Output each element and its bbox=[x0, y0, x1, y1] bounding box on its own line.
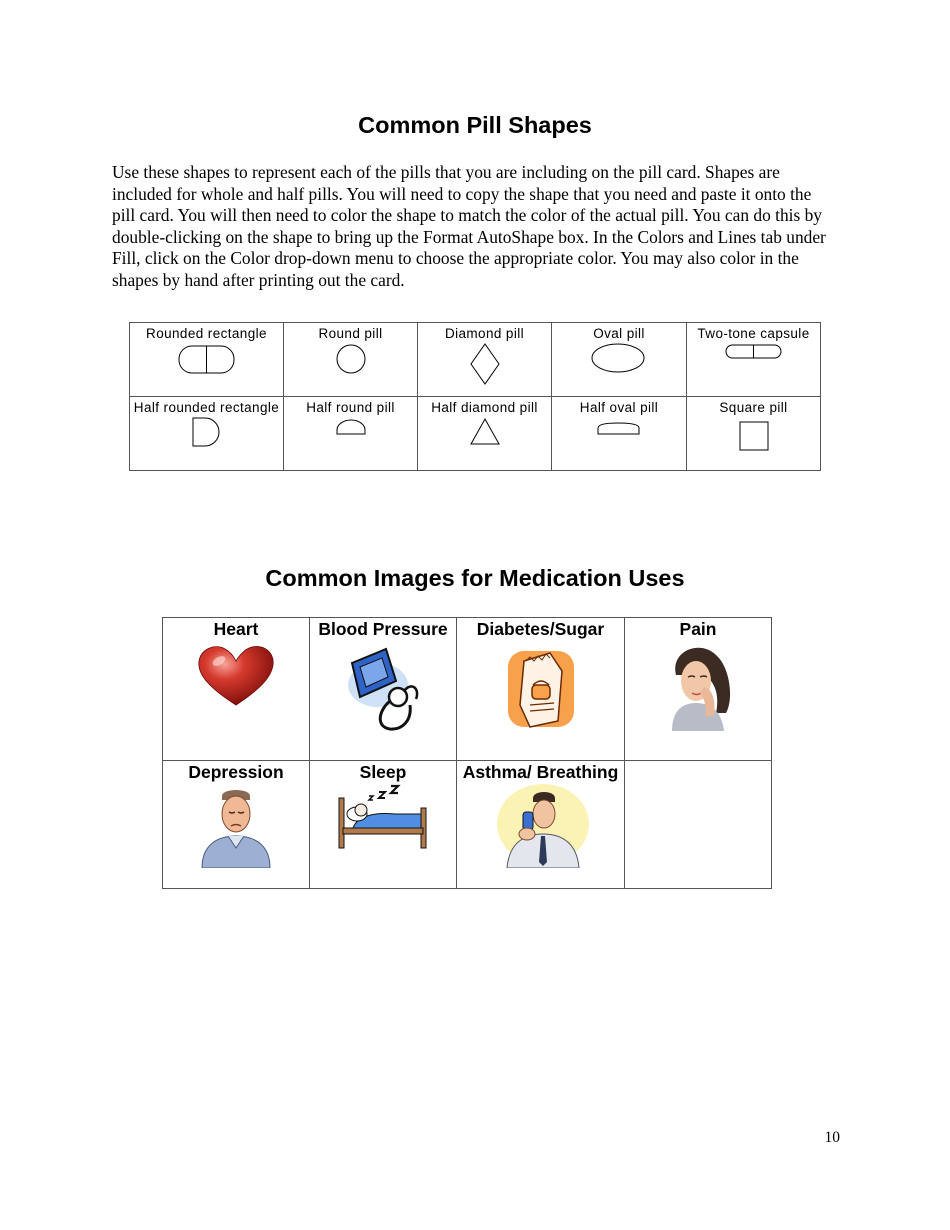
medication-use-cell bbox=[457, 761, 625, 889]
pill-shape-cell bbox=[284, 323, 418, 397]
square-pill-icon[interactable] bbox=[737, 416, 771, 454]
medication-use-label: Diabetes/Sugar bbox=[476, 619, 605, 639]
medication-use-label: Blood Pressure bbox=[318, 619, 448, 639]
oval-pill-icon[interactable] bbox=[589, 342, 649, 378]
heart-icon bbox=[191, 641, 281, 711]
half-oval-pill-icon[interactable] bbox=[595, 416, 643, 442]
medication-use-cell bbox=[310, 618, 457, 761]
medication-use-label: Asthma/ Breathing bbox=[462, 762, 619, 782]
pill-shape-cell bbox=[130, 323, 284, 397]
pill-shape-cell bbox=[418, 397, 552, 471]
medication-uses-table bbox=[162, 617, 772, 889]
pill-shape-cell bbox=[130, 397, 284, 471]
half-round-pill-icon[interactable] bbox=[334, 416, 368, 442]
half-diamond-pill-icon[interactable] bbox=[468, 416, 502, 448]
medication-use-cell bbox=[625, 618, 772, 761]
rounded-rectangle-icon[interactable] bbox=[177, 342, 237, 378]
diamond-pill-icon[interactable] bbox=[468, 342, 502, 386]
person-sleeping-in-bed-icon bbox=[335, 784, 431, 856]
half-rounded-rectangle-icon[interactable] bbox=[187, 416, 227, 450]
medication-use-label: Heart bbox=[213, 619, 259, 639]
pill-shapes-title: Common Pill Shapes bbox=[358, 112, 592, 138]
pill-shape-label: Rounded rectangle bbox=[146, 326, 267, 341]
medication-use-label: Depression bbox=[188, 762, 284, 782]
pill-shape-cell bbox=[552, 397, 687, 471]
pill-shape-label: Half oval pill bbox=[579, 400, 659, 415]
sad-man-icon bbox=[196, 784, 276, 868]
medication-use-label: Sleep bbox=[359, 762, 407, 782]
sugar-bag-icon bbox=[496, 641, 586, 733]
pill-shape-label: Oval pill bbox=[593, 326, 645, 341]
pill-shapes-instructions: Use these shapes to represent each of the pills that you are including on the pill card. Shapes are included for whole and half pills. You will need to copy the shape that you need and paste it onto the pill card. You will then need to color the shape to match the color of the actual pill. You can do this by double-clicking on the shape to bring up the Format AutoShape box. In the Colors and Lines tab under Fill, click on the Color drop-down menu to choose the appropriate color. You may also color in the shapes by hand after printing out the card. bbox=[112, 162, 826, 290]
two-tone-capsule-icon[interactable] bbox=[724, 342, 784, 364]
pill-shape-label: Round pill bbox=[318, 326, 383, 341]
pill-shape-label: Two-tone capsule bbox=[697, 326, 810, 341]
medication-use-cell bbox=[163, 761, 310, 889]
man-using-inhaler-icon bbox=[493, 784, 589, 868]
pill-shape-cell bbox=[687, 323, 821, 397]
pill-shape-cell bbox=[284, 397, 418, 471]
medication-use-label: Pain bbox=[679, 619, 717, 639]
round-pill-icon[interactable] bbox=[334, 342, 368, 378]
page-number: 10 bbox=[824, 1129, 840, 1146]
pill-shape-label: Half round pill bbox=[306, 400, 395, 415]
medication-use-label bbox=[625, 761, 771, 762]
pill-shape-label: Half diamond pill bbox=[431, 400, 538, 415]
pill-shape-label: Half rounded rectangle bbox=[133, 400, 280, 415]
blood-pressure-cuff-icon bbox=[338, 641, 428, 731]
pill-shape-label: Square pill bbox=[719, 400, 788, 415]
medication-use-cell-empty bbox=[625, 761, 772, 889]
pill-shape-label: Diamond pill bbox=[444, 326, 525, 341]
pill-shape-cell bbox=[418, 323, 552, 397]
medication-use-cell bbox=[310, 761, 457, 889]
medication-use-cell bbox=[457, 618, 625, 761]
woman-toothache-icon bbox=[656, 641, 740, 731]
pill-shape-cell bbox=[687, 397, 821, 471]
medication-uses-title: Common Images for Medication Uses bbox=[265, 565, 685, 591]
pill-shape-cell bbox=[552, 323, 687, 397]
pill-shapes-table bbox=[129, 322, 821, 471]
medication-use-cell bbox=[163, 618, 310, 761]
